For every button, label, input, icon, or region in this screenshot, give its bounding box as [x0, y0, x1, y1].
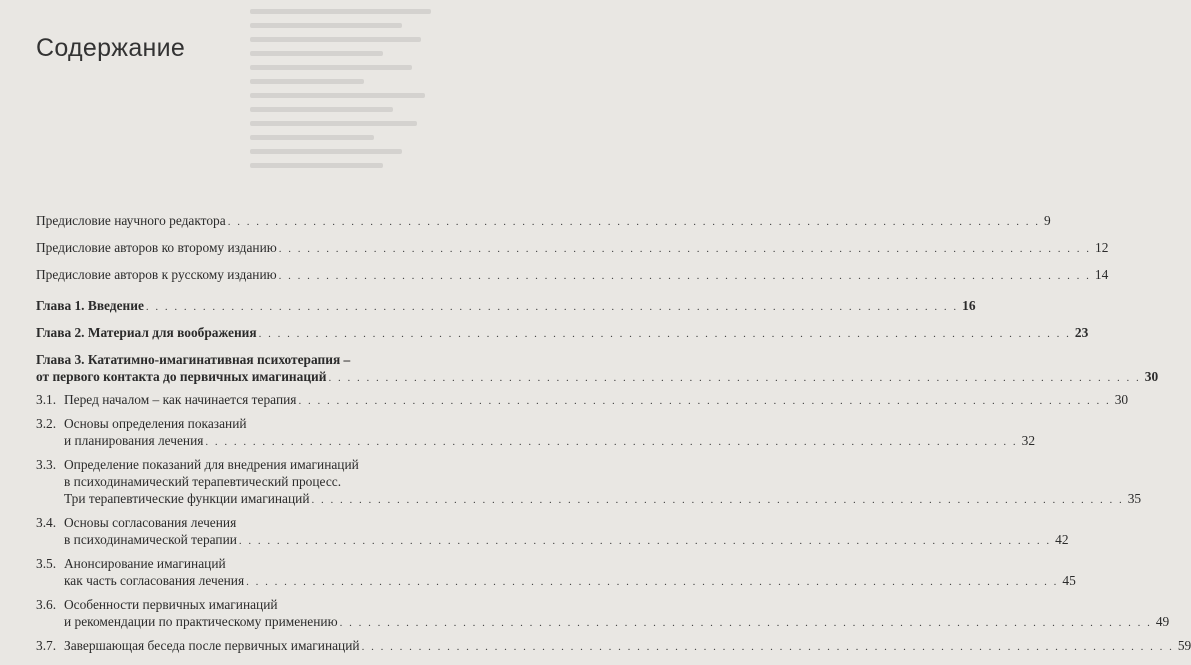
toc-section-3-7: 3.7. Завершающая беседа после первичных имагинаций . . . 59: [36, 637, 430, 656]
toc-section-3-1: 3.1. Перед началом – как начинается терапия . . . 30: [36, 391, 430, 410]
page-number: 14: [1094, 267, 1109, 282]
page-number: 16: [962, 298, 976, 313]
page-title: Содержание: [36, 34, 186, 62]
page-number: 30: [1144, 369, 1159, 384]
toc-section-3-6: 3.6. Особенности первичных имагинаций и рекомендации по практическому применению . . . 49: [36, 596, 430, 632]
toc-section-3-5: 3.5. Анонсирование имагинаций как часть согласования лечения . . . 45: [36, 555, 430, 591]
page-number: 9: [1043, 213, 1051, 228]
page-number: 42: [1055, 532, 1069, 547]
page-number: 12: [1095, 240, 1109, 255]
page-number: 30: [1114, 392, 1129, 407]
page-number: 45: [1062, 573, 1076, 588]
toc-entry-chapter-3: Глава 3. Кататимно-имагинативная психотерапия – от первого контакта до первичных имагинаций . . . 30: [36, 351, 430, 387]
page-number: 59: [1177, 638, 1191, 653]
toc-section-3-3: 3.3. Определение показаний для внедрения имагинаций в психодинамический терапевтический процесс. Три терапевтические функции имагинаций . . . 35: [36, 456, 430, 509]
toc-entry-chapter-2: Глава 2. Материал для воображения . . . 23: [36, 324, 430, 343]
table-of-contents: [36, 212, 1191, 656]
toc-entry-chapter-1: Глава 1. Введение . . . 16: [36, 297, 430, 316]
page-number: 35: [1127, 491, 1142, 506]
toc-entry-editor-preface: Предисловие научного редактора . . . 9: [36, 212, 430, 231]
toc-section-3-2: 3.2. Основы определения показаний и планирования лечения . . . 32: [36, 415, 430, 451]
toc-entry-second-edition-preface: Предисловие авторов ко второму изданию . . . 12: [36, 239, 430, 258]
page-number: 23: [1074, 325, 1089, 340]
toc-entry-russian-edition-preface: Предисловие авторов к русскому изданию . . . 14: [36, 266, 430, 285]
toc-section-3-4: 3.4. Основы согласования лечения в психодинамической терапии . . . 42: [36, 514, 430, 550]
page-number: 49: [1155, 614, 1170, 629]
bleed-through-text: [250, 0, 440, 200]
page-number: 32: [1021, 433, 1036, 448]
